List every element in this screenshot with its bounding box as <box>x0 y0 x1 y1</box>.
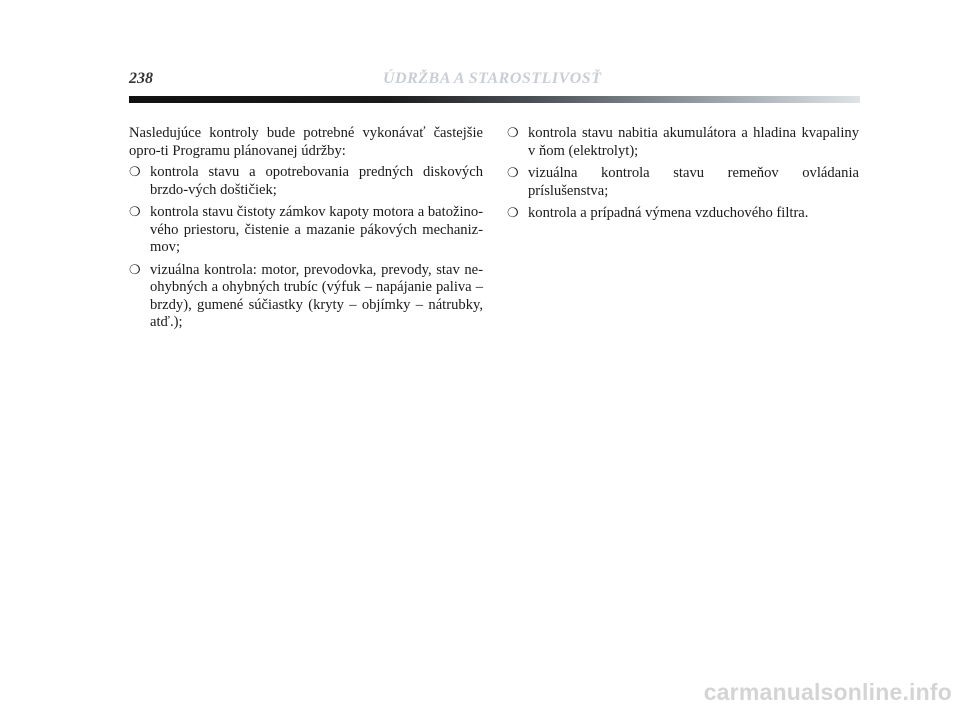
right-column <box>507 125 859 228</box>
page-number: 238 <box>129 70 153 87</box>
circle-bullet-icon: ❍ <box>507 166 519 181</box>
section-title: ÚDRŽBA A STAROSTLIVOSŤ <box>383 70 602 87</box>
list-item <box>129 262 483 332</box>
circle-bullet-icon: ❍ <box>129 205 141 220</box>
intro-paragraph: Nasledujúce kontroly bude potrebné vykonávať častejšie opro-ti Programu plánovanej údržby: <box>129 125 483 159</box>
left-column <box>129 125 483 337</box>
watermark: carmanualsonline.info <box>703 679 952 705</box>
list-item-text: vizuálna kontrola stavu remeňov ovládania príslušenstva; <box>528 165 859 199</box>
list-item <box>507 125 859 160</box>
list-item-text: kontrola a prípadná výmena vzduchového filtra. <box>528 205 809 221</box>
list-item-text: vizuálna kontrola: motor, prevodovka, prevody, stav ne-ohybných a ohybných trubíc (výfuk – napájanie paliva – brzdy), gumené súčiastky (kryty – objímky – nátrubky, atď.); <box>150 261 483 330</box>
list-item-text: kontrola stavu čistoty zámkov kapoty motora a batožino-vého priestoru, čistenie a mazanie pákových mechaniz-mov; <box>150 204 483 255</box>
list-item <box>507 165 859 200</box>
header-rule <box>129 96 860 103</box>
list-item <box>129 204 483 257</box>
list-item <box>129 164 483 199</box>
list-item-text: kontrola stavu nabitia akumulátora a hladina kvapaliny v ňom (elektrolyt); <box>528 125 859 159</box>
list-item <box>507 205 859 223</box>
circle-bullet-icon: ❍ <box>507 126 519 141</box>
circle-bullet-icon: ❍ <box>507 206 519 221</box>
circle-bullet-icon: ❍ <box>129 262 141 278</box>
circle-bullet-icon: ❍ <box>129 165 141 180</box>
list-item-text: kontrola stavu a opotrebovania predných diskových brzdo-vých doštičiek; <box>150 164 483 198</box>
